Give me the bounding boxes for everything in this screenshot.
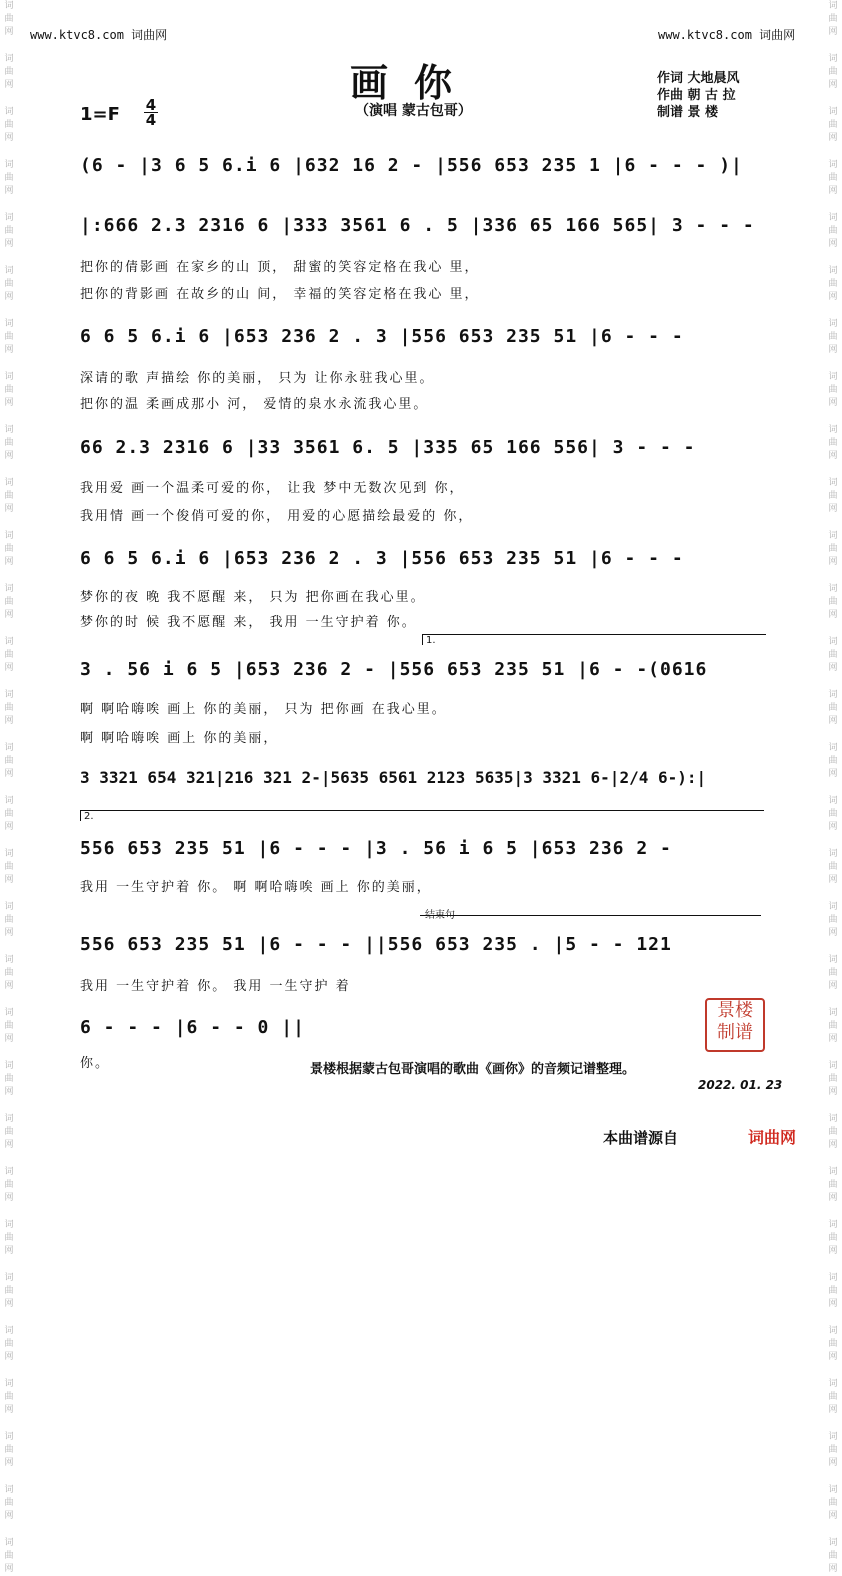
watermark-text: 词 曲 网	[4, 319, 14, 355]
lyric-line: 我用 一生守护着 你。 啊 啊哈嗨唉 画上 你的美丽，	[80, 880, 432, 895]
date: 2022. 01. 23	[698, 1078, 783, 1092]
watermark-text: 词 曲 网	[828, 637, 838, 673]
key-signature: 1=F	[80, 104, 120, 125]
watermark-text: 词 曲 网	[4, 372, 14, 408]
watermark-text: 词 曲 网	[4, 531, 14, 567]
watermark-text: 词 曲 网	[828, 849, 838, 885]
watermark-text: 词 曲 网	[4, 796, 14, 832]
notation-row-1	[80, 155, 770, 183]
ending-bracket	[420, 915, 761, 916]
watermark-text: 词 曲 网	[4, 743, 14, 779]
watermark-text: 词 曲 网	[828, 266, 838, 302]
watermark-text: 词 曲 网	[828, 1220, 838, 1256]
lyric-line: 啊 啊哈嗨唉 画上 你的美丽， 只为 把你画 在我心里。	[80, 702, 447, 717]
notation-row-4	[80, 437, 770, 465]
volta-1: 1.	[422, 634, 766, 645]
watermark-text: 词 曲 网	[828, 1326, 838, 1362]
notation-row-8	[80, 838, 770, 866]
lyric-line: 我用 一生守护着 你。 我用 一生守护 着	[80, 979, 351, 994]
watermark-right	[826, 0, 840, 1574]
watermark-text: 词 曲 网	[4, 637, 14, 673]
watermark-text: 词 曲 网	[4, 849, 14, 885]
lyric-line: 我用爱 画一个温柔可爱的你， 让我 梦中无数次见到 你，	[80, 481, 465, 496]
lyric-line: 把你的背影画 在故乡的山 间， 幸福的笑容定格在我心 里，	[80, 287, 480, 302]
watermark-text: 词 曲 网	[828, 478, 838, 514]
watermark-text: 词 曲 网	[4, 160, 14, 196]
watermark-text: 词 曲 网	[4, 584, 14, 620]
lyric-line: 我用情 画一个俊俏可爱的你， 用爱的心愿描绘最爱的 你，	[80, 509, 474, 524]
watermark-text: 词 曲 网	[4, 1485, 14, 1521]
watermark-text: 词 曲 网	[828, 1167, 838, 1203]
lyric-line: 梦你的夜 晚 我不愿醒 来， 只为 把你画在我心里。	[80, 590, 426, 605]
watermark-text: 词 曲 网	[828, 1008, 838, 1044]
notes: 556 653 235 51 |6 - - - |3 . 56 i 6 5 |653 236 2 -	[80, 838, 672, 859]
watermark-text: 词 曲 网	[4, 902, 14, 938]
watermark-text: 词 曲 网	[828, 1061, 838, 1097]
lyricist: 作词 大地晨风	[657, 71, 740, 86]
watermark-text: 词 曲 网	[4, 1538, 14, 1574]
watermark-text: 词 曲 网	[828, 425, 838, 461]
watermark-text: 词 曲 网	[828, 743, 838, 779]
time-top: 4	[145, 96, 157, 114]
lyric-line: 啊 啊哈嗨唉 画上 你的美丽，	[80, 731, 279, 746]
time-signature	[144, 98, 158, 127]
watermark-text: 词 曲 网	[828, 902, 838, 938]
song-title: 画你	[350, 60, 479, 105]
notation-row-5	[80, 548, 770, 576]
lyric-line: 梦你的时 候 我不愿醒 来， 我用 一生守护着 你。	[80, 615, 417, 630]
notes: 3 3321 654 321|216 321 2-|5635 6561 2123 5635|3 3321 6-|2/4 6-):|	[80, 768, 707, 787]
watermark-text: 词 曲 网	[828, 531, 838, 567]
watermark-text: 词 曲 网	[828, 213, 838, 249]
watermark-text: 词 曲 网	[828, 107, 838, 143]
watermark-text: 词 曲 网	[4, 1061, 14, 1097]
watermark-text: 词 曲 网	[4, 1432, 14, 1468]
watermark-text: 词 曲 网	[828, 584, 838, 620]
watermark-text: 词 曲 网	[828, 1114, 838, 1150]
site-header-right[interactable]: www.ktvc8.com 词曲网	[658, 28, 796, 42]
ending-label: 结束句	[425, 910, 455, 921]
watermark-text: 词 曲 网	[828, 160, 838, 196]
notation-row-7	[80, 768, 770, 796]
notes: 3 . 56 i 6 5 |653 236 2 - |556 653 235 51 |6 - -(0616	[80, 659, 708, 680]
watermark-text: 词 曲 网	[4, 955, 14, 991]
watermark-text: 词 曲 网	[828, 372, 838, 408]
lyric-line: 把你的温 柔画成那小 河， 爱情的泉水永流我心里。	[80, 397, 429, 412]
notation-row-10	[80, 1017, 770, 1045]
watermark-text: 词 曲 网	[4, 1220, 14, 1256]
source-label: 本曲谱源自	[603, 1129, 679, 1147]
notes: (6 - |3 6 5 6.i 6 |632 16 2 - |556 653 235 1 |6 - - - )|	[80, 155, 743, 176]
watermark-text: 词 曲 网	[828, 1485, 838, 1521]
notes: 6 6 5 6.i 6 |653 236 2 . 3 |556 653 235 51 |6 - - -	[80, 548, 684, 569]
notes: 66 2.3 2316 6 |33 3561 6. 5 |335 65 166 556| 3 - - -	[80, 437, 696, 458]
source-site-link[interactable]: 词曲网	[748, 1128, 797, 1147]
watermark-text: 词 曲 网	[4, 1, 14, 37]
watermark-text: 词 曲 网	[828, 1432, 838, 1468]
arranger: 制谱 景 楼	[657, 105, 719, 120]
watermark-text: 词 曲 网	[4, 107, 14, 143]
seal-stamp: 景楼 制谱	[705, 998, 765, 1052]
notation-row-9	[80, 934, 770, 962]
composer: 作曲 朝 古 拉	[657, 88, 736, 103]
watermark-text: 词 曲 网	[828, 955, 838, 991]
lyric-line: 把你的倩影画 在家乡的山 顶， 甜蜜的笑容定格在我心 里，	[80, 260, 480, 275]
watermark-text: 词 曲 网	[4, 690, 14, 726]
notation-row-3	[80, 326, 770, 354]
lyric-line: 你。	[80, 1056, 111, 1071]
watermark-text: 词 曲 网	[4, 425, 14, 461]
credits	[657, 70, 740, 121]
watermark-text: 词 曲 网	[4, 1379, 14, 1415]
notes: 6 - - - |6 - - 0 ||	[80, 1017, 305, 1038]
transcription-note: 景楼根据蒙古包哥演唱的歌曲《画你》的音频记谱整理。	[310, 1062, 636, 1077]
watermark-text: 词 曲 网	[4, 1008, 14, 1044]
watermark-text: 词 曲 网	[828, 1538, 838, 1574]
notation-row-6	[80, 659, 770, 687]
watermark-text: 词 曲 网	[828, 1273, 838, 1309]
lyric-line: 深请的歌 声描绘 你的美丽， 只为 让你永驻我心里。	[80, 371, 435, 386]
watermark-text: 词 曲 网	[4, 266, 14, 302]
notation-row-2	[80, 215, 770, 243]
watermark-text: 词 曲 网	[828, 796, 838, 832]
watermark-text: 词 曲 网	[4, 1273, 14, 1309]
watermark-text: 词 曲 网	[828, 54, 838, 90]
singer-line: （演唱 蒙古包哥）	[355, 103, 472, 119]
watermark-text: 词 曲 网	[4, 1326, 14, 1362]
notes: 6 6 5 6.i 6 |653 236 2 . 3 |556 653 235 51 |6 - - -	[80, 326, 684, 347]
watermark-text: 词 曲 网	[4, 54, 14, 90]
watermark-text: 词 曲 网	[828, 1, 838, 37]
watermark-text: 词 曲 网	[4, 1114, 14, 1150]
volta-2: 2.	[80, 810, 764, 821]
notes: 556 653 235 51 |6 - - - ||556 653 235 . |5 - - 121	[80, 934, 672, 955]
watermark-text: 词 曲 网	[828, 1379, 838, 1415]
watermark-text: 词 曲 网	[828, 690, 838, 726]
watermark-text: 词 曲 网	[4, 478, 14, 514]
notes: |:666 2.3 2316 6 |333 3561 6 . 5 |336 65 166 565| 3 - - -	[80, 215, 755, 236]
watermark-text: 词 曲 网	[4, 1167, 14, 1203]
watermark-text: 词 曲 网	[828, 319, 838, 355]
site-header-left[interactable]: www.ktvc8.com 词曲网	[30, 28, 168, 42]
time-bottom: 4	[145, 111, 157, 129]
watermark-text: 词 曲 网	[4, 213, 14, 249]
watermark-left	[2, 0, 16, 1574]
